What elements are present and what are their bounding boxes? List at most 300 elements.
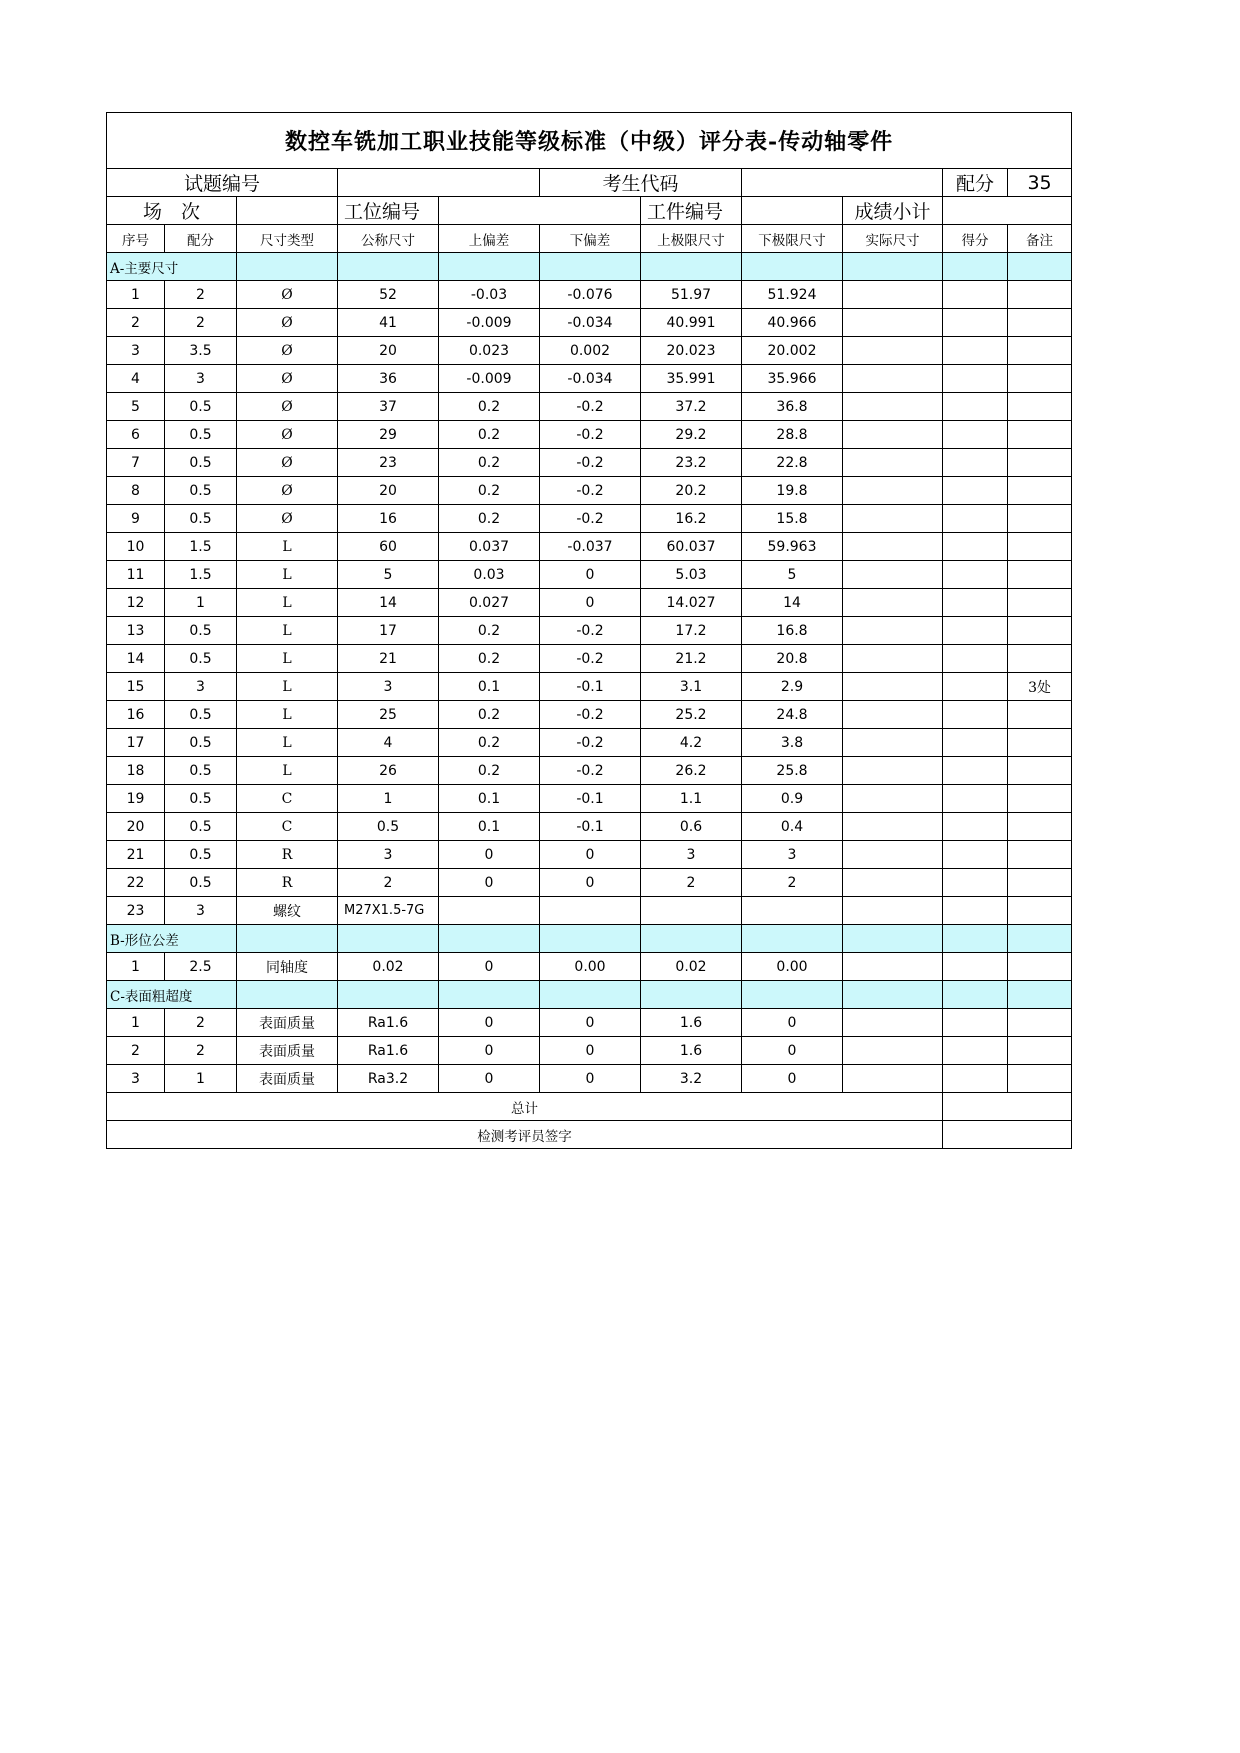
cell-score[interactable] bbox=[943, 1037, 1008, 1065]
candidate-code-label: 考生代码 bbox=[540, 169, 742, 197]
cell-seq: 3 bbox=[107, 337, 165, 365]
section-fill-cell bbox=[540, 253, 641, 281]
cell-score[interactable] bbox=[943, 869, 1008, 897]
section-fill-cell bbox=[641, 981, 742, 1009]
section-fill-cell bbox=[338, 925, 439, 953]
cell-dim-type: L bbox=[237, 561, 338, 589]
cell-lower-limit: 22.8 bbox=[742, 449, 843, 477]
section-fill-cell bbox=[742, 253, 843, 281]
table-row bbox=[107, 869, 1072, 897]
cell-upper-limit: 20.2 bbox=[641, 477, 742, 505]
cell-score[interactable] bbox=[943, 505, 1008, 533]
cell-points: 0.5 bbox=[165, 449, 237, 477]
cell-nominal: 25 bbox=[338, 701, 439, 729]
cell-upper-limit: 40.991 bbox=[641, 309, 742, 337]
cell-score[interactable] bbox=[943, 645, 1008, 673]
cell-upper-dev: 0.2 bbox=[439, 729, 540, 757]
cell-upper-dev: 0.2 bbox=[439, 449, 540, 477]
total-label: 总计 bbox=[107, 1093, 943, 1121]
cell-score[interactable] bbox=[943, 477, 1008, 505]
cell-remark bbox=[1008, 645, 1072, 673]
cell-lower-limit: 35.966 bbox=[742, 365, 843, 393]
cell-upper-limit: 4.2 bbox=[641, 729, 742, 757]
cell-score[interactable] bbox=[943, 757, 1008, 785]
subtotal-field[interactable] bbox=[943, 197, 1072, 225]
cell-points: 0.5 bbox=[165, 393, 237, 421]
column-header-actual: 实际尺寸 bbox=[843, 225, 943, 253]
cell-upper-dev: 0.1 bbox=[439, 785, 540, 813]
cell-remark bbox=[1008, 561, 1072, 589]
cell-upper-limit: 2 bbox=[641, 869, 742, 897]
cell-upper-limit: 20.023 bbox=[641, 337, 742, 365]
cell-dim-type: L bbox=[237, 701, 338, 729]
cell-seq: 8 bbox=[107, 477, 165, 505]
page-title: 数控车铣加工职业技能等级标准（中级）评分表-传动轴零件 bbox=[107, 113, 1072, 169]
cell-score[interactable] bbox=[943, 561, 1008, 589]
cell-seq: 1 bbox=[107, 953, 165, 981]
table-row bbox=[107, 1009, 1072, 1037]
workpiece-label: 工件编号 bbox=[641, 197, 742, 225]
cell-points: 2 bbox=[165, 281, 237, 309]
cell-seq: 2 bbox=[107, 1037, 165, 1065]
cell-upper-dev: 0 bbox=[439, 1065, 540, 1093]
cell-points: 3 bbox=[165, 673, 237, 701]
cell-lower-limit: 40.966 bbox=[742, 309, 843, 337]
cell-score[interactable] bbox=[943, 393, 1008, 421]
section-fill-cell bbox=[742, 925, 843, 953]
table-row bbox=[107, 757, 1072, 785]
cell-upper-limit: 37.2 bbox=[641, 393, 742, 421]
cell-score[interactable] bbox=[943, 309, 1008, 337]
cell-seq: 15 bbox=[107, 673, 165, 701]
cell-score[interactable] bbox=[943, 785, 1008, 813]
cell-actual[interactable] bbox=[843, 533, 943, 561]
signature-field[interactable] bbox=[943, 1121, 1072, 1149]
cell-lower-dev: 0.00 bbox=[540, 953, 641, 981]
cell-actual[interactable] bbox=[843, 757, 943, 785]
cell-lower-limit: 0 bbox=[742, 1065, 843, 1093]
cell-seq: 16 bbox=[107, 701, 165, 729]
cell-nominal: 0.5 bbox=[338, 813, 439, 841]
cell-actual[interactable] bbox=[843, 953, 943, 981]
cell-upper-limit: 25.2 bbox=[641, 701, 742, 729]
section-fill-cell bbox=[641, 925, 742, 953]
cell-lower-dev: -0.2 bbox=[540, 449, 641, 477]
cell-upper-limit: 1.6 bbox=[641, 1037, 742, 1065]
cell-seq: 19 bbox=[107, 785, 165, 813]
cell-upper-dev: 0 bbox=[439, 841, 540, 869]
cell-upper-dev: 0 bbox=[439, 1037, 540, 1065]
cell-dim-type: L bbox=[237, 589, 338, 617]
cell-upper-dev: -0.009 bbox=[439, 365, 540, 393]
cell-lower-limit: 20.8 bbox=[742, 645, 843, 673]
station-label: 工位编号 bbox=[338, 197, 439, 225]
cell-upper-dev: 0 bbox=[439, 1009, 540, 1037]
section-fill-cell bbox=[1008, 925, 1072, 953]
cell-upper-limit: 26.2 bbox=[641, 757, 742, 785]
cell-lower-limit: 19.8 bbox=[742, 477, 843, 505]
cell-lower-limit: 0 bbox=[742, 1037, 843, 1065]
cell-upper-limit bbox=[641, 897, 742, 925]
cell-score[interactable] bbox=[943, 533, 1008, 561]
section-fill-cell bbox=[943, 925, 1008, 953]
cell-lower-limit bbox=[742, 897, 843, 925]
cell-dim-type: Ø bbox=[237, 337, 338, 365]
cell-nominal: Ra1.6 bbox=[338, 1009, 439, 1037]
cell-nominal: 16 bbox=[338, 505, 439, 533]
cell-lower-limit: 28.8 bbox=[742, 421, 843, 449]
cell-remark bbox=[1008, 813, 1072, 841]
table-row bbox=[107, 729, 1072, 757]
table-row bbox=[107, 505, 1072, 533]
cell-dim-type: 表面质量 bbox=[237, 1065, 338, 1093]
cell-lower-dev: -0.2 bbox=[540, 757, 641, 785]
total-field[interactable] bbox=[943, 1093, 1072, 1121]
cell-upper-limit: 29.2 bbox=[641, 421, 742, 449]
cell-score[interactable] bbox=[943, 281, 1008, 309]
cell-upper-dev bbox=[439, 897, 540, 925]
cell-lower-limit: 2 bbox=[742, 869, 843, 897]
cell-lower-dev: 0.002 bbox=[540, 337, 641, 365]
cell-remark bbox=[1008, 953, 1072, 981]
section-fill-cell bbox=[742, 981, 843, 1009]
cell-actual[interactable] bbox=[843, 421, 943, 449]
cell-upper-limit: 35.991 bbox=[641, 365, 742, 393]
cell-upper-dev: -0.009 bbox=[439, 309, 540, 337]
cell-lower-dev: 0 bbox=[540, 841, 641, 869]
cell-remark bbox=[1008, 505, 1072, 533]
cell-remark bbox=[1008, 589, 1072, 617]
cell-actual[interactable] bbox=[843, 841, 943, 869]
table-row bbox=[107, 617, 1072, 645]
cell-remark bbox=[1008, 449, 1072, 477]
cell-lower-limit: 20.002 bbox=[742, 337, 843, 365]
cell-upper-dev: 0 bbox=[439, 869, 540, 897]
candidate-code-field[interactable] bbox=[742, 169, 943, 197]
cell-lower-dev: -0.2 bbox=[540, 729, 641, 757]
cell-upper-dev: 0.1 bbox=[439, 673, 540, 701]
cell-remark bbox=[1008, 701, 1072, 729]
cell-seq: 23 bbox=[107, 897, 165, 925]
cell-dim-type: Ø bbox=[237, 449, 338, 477]
cell-dim-type: Ø bbox=[237, 421, 338, 449]
workpiece-field[interactable] bbox=[742, 197, 843, 225]
cell-nominal: 36 bbox=[338, 365, 439, 393]
cell-points: 0.5 bbox=[165, 477, 237, 505]
section-fill-cell bbox=[843, 253, 943, 281]
cell-lower-limit: 14 bbox=[742, 589, 843, 617]
section-fill-cell bbox=[843, 981, 943, 1009]
cell-dim-type: R bbox=[237, 869, 338, 897]
cell-actual[interactable] bbox=[843, 337, 943, 365]
cell-score[interactable] bbox=[943, 421, 1008, 449]
signature-row bbox=[107, 1121, 1072, 1149]
cell-actual[interactable] bbox=[843, 673, 943, 701]
cell-upper-limit: 0.02 bbox=[641, 953, 742, 981]
cell-actual[interactable] bbox=[843, 813, 943, 841]
cell-points: 0.5 bbox=[165, 645, 237, 673]
cell-points: 2 bbox=[165, 1037, 237, 1065]
column-header-lower-limit: 下极限尺寸 bbox=[742, 225, 843, 253]
cell-lower-dev: -0.2 bbox=[540, 617, 641, 645]
cell-nominal: Ra1.6 bbox=[338, 1037, 439, 1065]
cell-seq: 4 bbox=[107, 365, 165, 393]
cell-remark bbox=[1008, 337, 1072, 365]
cell-lower-limit: 3 bbox=[742, 841, 843, 869]
cell-nominal: 2 bbox=[338, 869, 439, 897]
cell-lower-dev: 0 bbox=[540, 561, 641, 589]
cell-remark bbox=[1008, 365, 1072, 393]
cell-score[interactable] bbox=[943, 449, 1008, 477]
table-row bbox=[107, 365, 1072, 393]
cell-dim-type: L bbox=[237, 645, 338, 673]
cell-lower-limit: 0.00 bbox=[742, 953, 843, 981]
cell-points: 0.5 bbox=[165, 701, 237, 729]
column-header-dim-type: 尺寸类型 bbox=[237, 225, 338, 253]
cell-nominal: 3 bbox=[338, 841, 439, 869]
cell-upper-limit: 14.027 bbox=[641, 589, 742, 617]
cell-nominal: 21 bbox=[338, 645, 439, 673]
cell-score[interactable] bbox=[943, 953, 1008, 981]
cell-lower-dev: -0.2 bbox=[540, 421, 641, 449]
cell-nominal: 37 bbox=[338, 393, 439, 421]
cell-lower-limit: 59.963 bbox=[742, 533, 843, 561]
cell-remark bbox=[1008, 841, 1072, 869]
cell-lower-limit: 16.8 bbox=[742, 617, 843, 645]
cell-actual[interactable] bbox=[843, 309, 943, 337]
station-field[interactable] bbox=[439, 197, 641, 225]
cell-nominal: M27X1.5-7G bbox=[338, 897, 439, 925]
signature-label: 检测考评员签字 bbox=[107, 1121, 943, 1149]
cell-lower-limit: 51.924 bbox=[742, 281, 843, 309]
cell-score[interactable] bbox=[943, 701, 1008, 729]
cell-actual[interactable] bbox=[843, 897, 943, 925]
cell-actual[interactable] bbox=[843, 645, 943, 673]
cell-upper-dev: 0.03 bbox=[439, 561, 540, 589]
cell-seq: 10 bbox=[107, 533, 165, 561]
score-sheet bbox=[106, 112, 1071, 1149]
cell-remark bbox=[1008, 757, 1072, 785]
cell-actual[interactable] bbox=[843, 281, 943, 309]
score-table bbox=[106, 112, 1072, 1149]
column-header-row bbox=[107, 225, 1072, 253]
cell-upper-limit: 3 bbox=[641, 841, 742, 869]
exam-no-field[interactable] bbox=[338, 169, 540, 197]
cell-dim-type: Ø bbox=[237, 477, 338, 505]
cell-remark bbox=[1008, 1065, 1072, 1093]
cell-lower-dev: 0 bbox=[540, 869, 641, 897]
cell-dim-type: L bbox=[237, 757, 338, 785]
cell-nominal: 20 bbox=[338, 477, 439, 505]
cell-points: 1.5 bbox=[165, 533, 237, 561]
cell-nominal: 3 bbox=[338, 673, 439, 701]
cell-nominal: 60 bbox=[338, 533, 439, 561]
cell-upper-limit: 23.2 bbox=[641, 449, 742, 477]
cell-lower-dev: -0.1 bbox=[540, 785, 641, 813]
cell-lower-dev: -0.034 bbox=[540, 365, 641, 393]
cell-seq: 21 bbox=[107, 841, 165, 869]
section-fill-cell bbox=[943, 981, 1008, 1009]
cell-upper-limit: 0.6 bbox=[641, 813, 742, 841]
cell-points: 1 bbox=[165, 1065, 237, 1093]
cell-score[interactable] bbox=[943, 729, 1008, 757]
cell-actual[interactable] bbox=[843, 505, 943, 533]
cell-points: 2 bbox=[165, 309, 237, 337]
section-fill-cell bbox=[540, 925, 641, 953]
cell-lower-limit: 0.9 bbox=[742, 785, 843, 813]
column-header-upper-dev: 上偏差 bbox=[439, 225, 540, 253]
section-fill-cell bbox=[237, 253, 338, 281]
table-row bbox=[107, 421, 1072, 449]
section-fill-cell bbox=[237, 925, 338, 953]
section-row bbox=[107, 253, 1072, 281]
cell-seq: 5 bbox=[107, 393, 165, 421]
cell-actual[interactable] bbox=[843, 729, 943, 757]
cell-lower-dev bbox=[540, 897, 641, 925]
cell-lower-dev: -0.2 bbox=[540, 701, 641, 729]
cell-lower-dev: -0.2 bbox=[540, 645, 641, 673]
table-row bbox=[107, 477, 1072, 505]
cell-dim-type: Ø bbox=[237, 393, 338, 421]
table-row bbox=[107, 953, 1072, 981]
cell-actual[interactable] bbox=[843, 561, 943, 589]
cell-upper-limit: 5.03 bbox=[641, 561, 742, 589]
cell-actual[interactable] bbox=[843, 1065, 943, 1093]
cell-nominal: 4 bbox=[338, 729, 439, 757]
section-fill-cell bbox=[439, 981, 540, 1009]
subtotal-label: 成绩小计 bbox=[843, 197, 943, 225]
cell-seq: 20 bbox=[107, 813, 165, 841]
table-row bbox=[107, 337, 1072, 365]
section-row bbox=[107, 925, 1072, 953]
cell-points: 0.5 bbox=[165, 785, 237, 813]
cell-actual[interactable] bbox=[843, 1009, 943, 1037]
cell-score[interactable] bbox=[943, 365, 1008, 393]
table-row bbox=[107, 897, 1072, 925]
cell-seq: 6 bbox=[107, 421, 165, 449]
cell-actual[interactable] bbox=[843, 701, 943, 729]
cell-points: 2 bbox=[165, 1009, 237, 1037]
cell-lower-limit: 2.9 bbox=[742, 673, 843, 701]
cell-score[interactable] bbox=[943, 813, 1008, 841]
cell-lower-dev: -0.2 bbox=[540, 477, 641, 505]
session-field[interactable] bbox=[237, 197, 338, 225]
cell-lower-dev: 0 bbox=[540, 589, 641, 617]
section-fill-cell bbox=[338, 981, 439, 1009]
cell-nominal: 14 bbox=[338, 589, 439, 617]
cell-lower-limit: 0.4 bbox=[742, 813, 843, 841]
cell-score[interactable] bbox=[943, 897, 1008, 925]
cell-remark bbox=[1008, 309, 1072, 337]
cell-score[interactable] bbox=[943, 1065, 1008, 1093]
section-fill-cell bbox=[641, 253, 742, 281]
cell-nominal: 52 bbox=[338, 281, 439, 309]
cell-seq: 11 bbox=[107, 561, 165, 589]
cell-points: 3 bbox=[165, 897, 237, 925]
cell-points: 0.5 bbox=[165, 729, 237, 757]
cell-points: 3 bbox=[165, 365, 237, 393]
cell-upper-limit: 16.2 bbox=[641, 505, 742, 533]
cell-upper-dev: 0.2 bbox=[439, 393, 540, 421]
cell-actual[interactable] bbox=[843, 785, 943, 813]
cell-nominal: 29 bbox=[338, 421, 439, 449]
cell-actual[interactable] bbox=[843, 477, 943, 505]
cell-lower-dev: -0.2 bbox=[540, 505, 641, 533]
column-header-lower-dev: 下偏差 bbox=[540, 225, 641, 253]
cell-lower-limit: 25.8 bbox=[742, 757, 843, 785]
cell-dim-type: L bbox=[237, 533, 338, 561]
cell-points: 1 bbox=[165, 589, 237, 617]
cell-actual[interactable] bbox=[843, 617, 943, 645]
table-row bbox=[107, 309, 1072, 337]
cell-score[interactable] bbox=[943, 617, 1008, 645]
column-header-remark: 备注 bbox=[1008, 225, 1072, 253]
cell-nominal: 0.02 bbox=[338, 953, 439, 981]
table-row bbox=[107, 393, 1072, 421]
cell-actual[interactable] bbox=[843, 365, 943, 393]
cell-score[interactable] bbox=[943, 841, 1008, 869]
cell-score[interactable] bbox=[943, 673, 1008, 701]
cell-remark bbox=[1008, 869, 1072, 897]
cell-nominal: 1 bbox=[338, 785, 439, 813]
cell-dim-type: L bbox=[237, 729, 338, 757]
cell-lower-dev: -0.037 bbox=[540, 533, 641, 561]
section-row bbox=[107, 981, 1072, 1009]
table-row bbox=[107, 785, 1072, 813]
cell-dim-type: Ø bbox=[237, 505, 338, 533]
cell-actual[interactable] bbox=[843, 1037, 943, 1065]
cell-seq: 18 bbox=[107, 757, 165, 785]
cell-upper-dev: 0.023 bbox=[439, 337, 540, 365]
cell-remark bbox=[1008, 1037, 1072, 1065]
cell-actual[interactable] bbox=[843, 869, 943, 897]
cell-score[interactable] bbox=[943, 1009, 1008, 1037]
table-row bbox=[107, 673, 1072, 701]
cell-nominal: 26 bbox=[338, 757, 439, 785]
section-fill-cell bbox=[237, 981, 338, 1009]
cell-upper-limit: 51.97 bbox=[641, 281, 742, 309]
cell-actual[interactable] bbox=[843, 393, 943, 421]
cell-seq: 12 bbox=[107, 589, 165, 617]
column-header-seq: 序号 bbox=[107, 225, 165, 253]
cell-nominal: 41 bbox=[338, 309, 439, 337]
cell-actual[interactable] bbox=[843, 589, 943, 617]
cell-dim-type: Ø bbox=[237, 281, 338, 309]
cell-dim-type: C bbox=[237, 813, 338, 841]
cell-upper-dev: 0.2 bbox=[439, 505, 540, 533]
section-fill-cell bbox=[1008, 253, 1072, 281]
cell-points: 3.5 bbox=[165, 337, 237, 365]
cell-seq: 3 bbox=[107, 1065, 165, 1093]
cell-upper-dev: -0.03 bbox=[439, 281, 540, 309]
cell-dim-type: L bbox=[237, 673, 338, 701]
cell-remark bbox=[1008, 617, 1072, 645]
cell-score[interactable] bbox=[943, 589, 1008, 617]
cell-upper-limit: 17.2 bbox=[641, 617, 742, 645]
cell-dim-type: 同轴度 bbox=[237, 953, 338, 981]
cell-upper-dev: 0.2 bbox=[439, 477, 540, 505]
cell-lower-limit: 5 bbox=[742, 561, 843, 589]
table-row bbox=[107, 561, 1072, 589]
cell-points: 0.5 bbox=[165, 841, 237, 869]
cell-dim-type: L bbox=[237, 617, 338, 645]
cell-lower-dev: -0.1 bbox=[540, 673, 641, 701]
cell-actual[interactable] bbox=[843, 449, 943, 477]
cell-score[interactable] bbox=[943, 337, 1008, 365]
cell-nominal: Ra3.2 bbox=[338, 1065, 439, 1093]
cell-seq: 17 bbox=[107, 729, 165, 757]
points-value: 35 bbox=[1008, 169, 1072, 197]
